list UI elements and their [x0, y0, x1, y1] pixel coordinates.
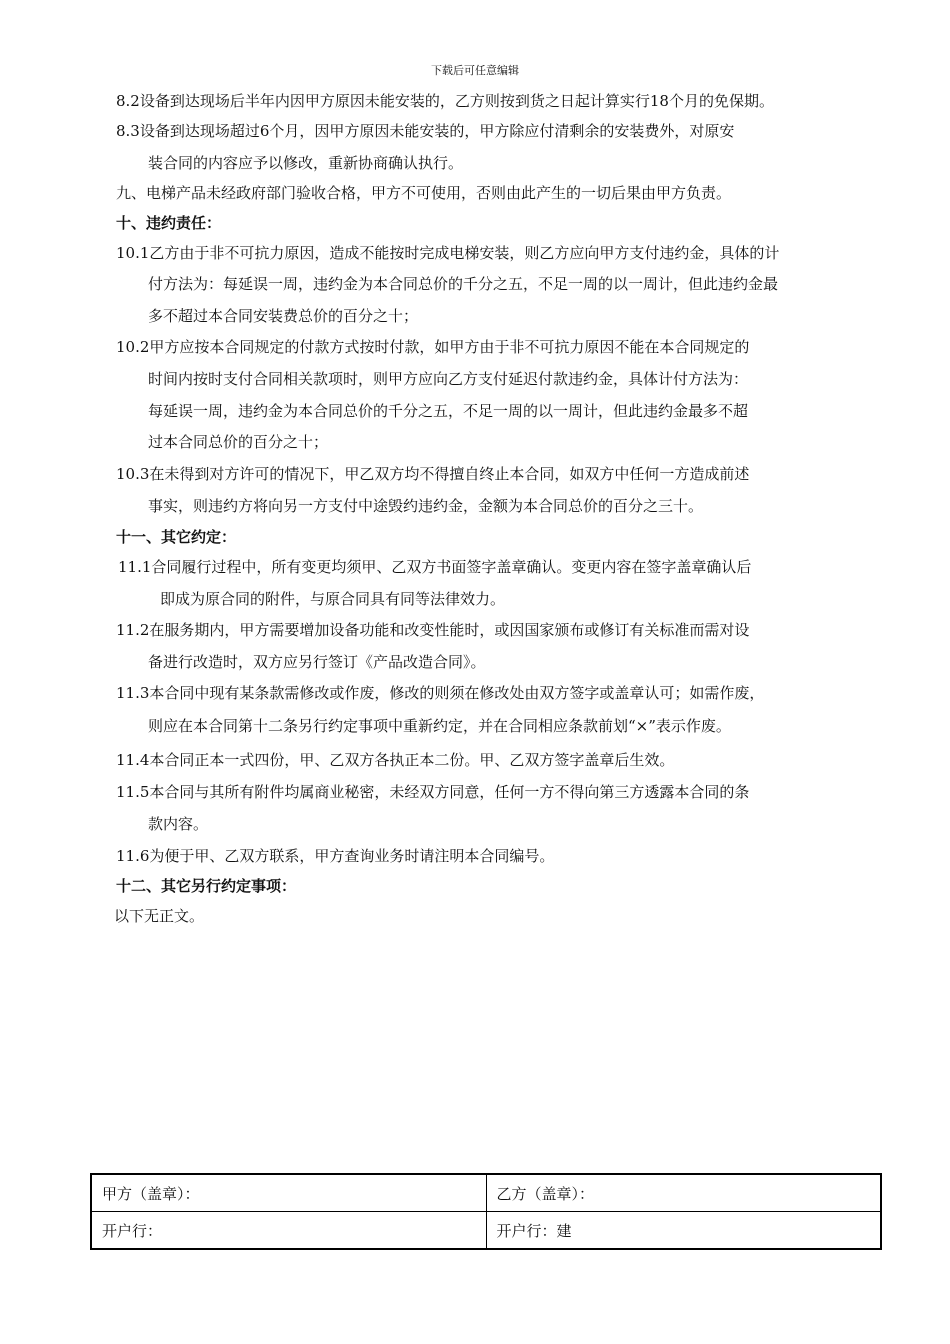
end-of-text-note: 以下无正文。: [114, 907, 205, 925]
clause-10-2: 10.2甲方应按本合同规定的付款方式按时付款，如甲方由于非不可抗力原因不能在本合同规定的: [116, 338, 750, 356]
clause-10-3-cont: 事实，则违约方将向另一方支付中途毁约违约金，金额为本合同总价的百分之三十。: [148, 497, 704, 515]
clause-8-3: 8.3设备到达现场超过6个月，因甲方原因未能安装的，甲方除应付清剩余的安装费外，对原安: [116, 122, 735, 140]
clause-10-2-cont-2: 每延误一周，违约金为本合同总价的千分之五，不足一周的以一周计，但此违约金最多不超: [148, 402, 749, 420]
clause-11-3: 11.3本合同中现有某条款需修改或作废，修改的则须在修改处由双方签字或盖章认可；如需作废，: [116, 684, 765, 702]
party-a-seal-cell: 甲方（盖章）：: [91, 1174, 486, 1212]
clause-10-1-cont-2: 多不超过本合同安装费总价的百分之十；: [148, 307, 419, 325]
section-heading-12: 十二、其它另行约定事项：: [116, 877, 297, 895]
clause-11-2-cont: 备进行改造时，双方应另行签订《产品改造合同》。: [148, 653, 486, 671]
party-a-bank-cell: 开户行：: [91, 1212, 486, 1250]
section-heading-10: 十、违约责任：: [116, 214, 222, 232]
clause-11-1-cont: 即成为原合同的附件，与原合同具有同等法律效力。: [160, 590, 506, 608]
clause-8-3-cont: 装合同的内容应予以修改，重新协商确认执行。: [148, 154, 464, 172]
clause-11-1: 11.1合同履行过程中，所有变更均须甲、乙双方书面签字盖章确认。变更内容在签字盖章确认后: [118, 558, 752, 576]
clause-8-2: 8.2设备到达现场后半年内因甲方原因未能安装的，乙方则按到货之日起计算实行18个月的免保期。: [116, 92, 774, 110]
clause-10-2-cont-1: 时间内按时支付合同相关款项时，则甲方应向乙方支付延迟付款违约金，具体计付方法为：: [148, 370, 749, 388]
clause-11-2: 11.2在服务期内，甲方需要增加设备功能和改变性能时，或因国家颁布或修订有关标准而需对设: [116, 621, 750, 639]
clause-10-2-cont-3: 过本合同总价的百分之十；: [148, 433, 329, 451]
clause-11-4: 11.4本合同正本一式四份，甲、乙双方各执正本二份。甲、乙双方签字盖章后生效。: [116, 751, 675, 769]
clause-10-3: 10.3在未得到对方许可的情况下，甲乙双方均不得擅自终止本合同，如双方中任何一方造成前述: [116, 465, 750, 483]
signature-table: [90, 1173, 882, 1250]
clause-10-1: 10.1乙方由于非不可抗力原因，造成不能按时完成电梯安装，则乙方应向甲方支付违约金，具体的计: [116, 244, 780, 262]
clause-11-5: 11.5本合同与其所有附件均属商业秘密，未经双方同意，任何一方不得向第三方透露本合同的条: [116, 783, 750, 801]
header-note: 下载后可任意编辑: [431, 64, 519, 77]
party-b-seal-cell: 乙方（盖章）：: [486, 1174, 881, 1212]
party-b-bank-cell: 开户行：建: [486, 1212, 881, 1250]
clause-11-5-cont: 款内容。: [148, 815, 209, 833]
clause-11-6: 11.6为便于甲、乙双方联系，甲方查询业务时请注明本合同编号。: [116, 847, 555, 865]
clause-11-3-cont: 则应在本合同第十二条另行约定事项中重新约定，并在合同相应条款前划“×”表示作废。: [148, 717, 731, 735]
clause-9: 九、电梯产品未经政府部门验收合格，甲方不可使用，否则由此产生的一切后果由甲方负责。: [116, 184, 732, 202]
clause-10-1-cont-1: 付方法为：每延误一周，违约金为本合同总价的千分之五，不足一周的以一周计，但此违约金最: [148, 275, 779, 293]
section-heading-11: 十一、其它约定：: [116, 528, 237, 546]
